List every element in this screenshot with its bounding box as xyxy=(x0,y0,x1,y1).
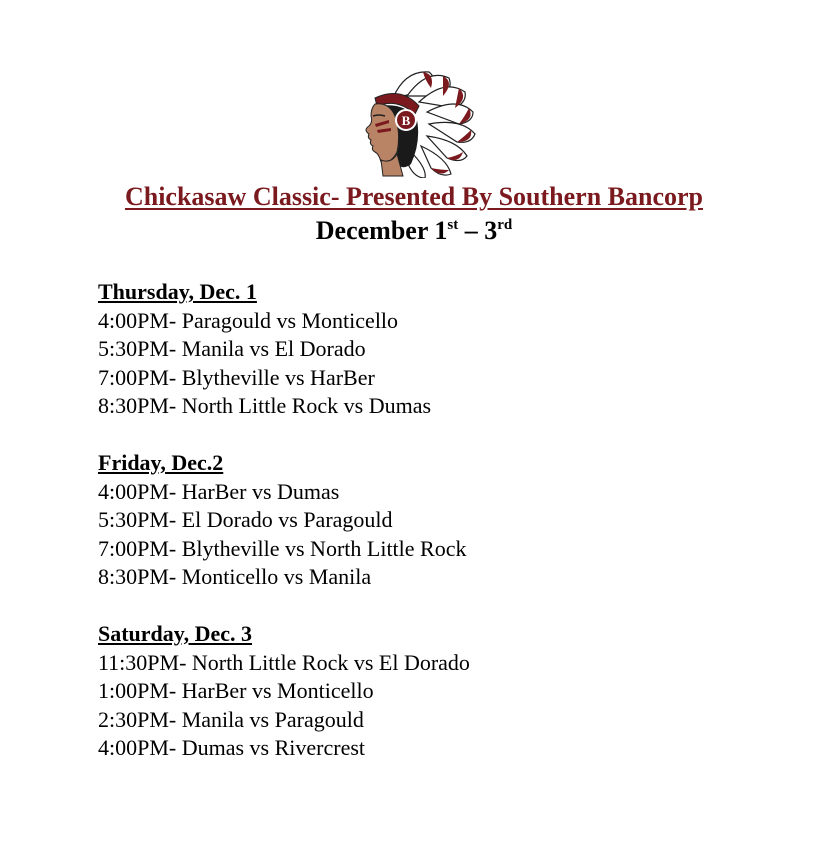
event-title: Chickasaw Classic- Presented By Southern Bancorp xyxy=(124,182,704,211)
game-item: 7:00PM- Blytheville vs North Little Rock xyxy=(98,535,467,561)
day-heading: Saturday, Dec. 3 xyxy=(98,621,252,646)
day-heading: Thursday, Dec. 1 xyxy=(98,279,257,304)
game-item: 8:30PM- Monticello vs Manila xyxy=(98,564,372,589)
game-item: 5:30PM- El Dorado vs Paragould xyxy=(98,507,393,532)
schedule xyxy=(98,278,798,791)
day-friday xyxy=(98,449,798,592)
game-item: 5:30PM- Manila vs El Dorado xyxy=(98,336,366,361)
emblem-letter: B xyxy=(401,113,411,128)
day-heading: Friday, Dec.2 xyxy=(98,450,224,475)
event-dates xyxy=(0,216,828,246)
game-item: 11:30PM- North Little Rock vs El Dorado xyxy=(98,649,470,675)
day-saturday xyxy=(98,620,798,763)
game-item: 8:30PM- North Little Rock vs Dumas xyxy=(98,393,432,418)
date-start-suffix: st xyxy=(447,217,459,233)
game-item: 4:00PM- Paragould vs Monticello xyxy=(98,307,399,333)
game-item: 4:00PM- Dumas vs Rivercrest xyxy=(98,735,366,760)
game-item: 2:30PM- Manila vs Paragould xyxy=(98,706,364,732)
game-item: 4:00PM- HarBer vs Dumas xyxy=(98,478,340,504)
day-thursday xyxy=(98,278,798,421)
date-end-suffix: rd xyxy=(497,217,513,233)
game-item: 7:00PM- Blytheville vs HarBer xyxy=(98,364,375,390)
chief-headdress-logo-icon xyxy=(345,68,479,178)
date-start: December 1 xyxy=(315,216,448,245)
game-item: 1:00PM- HarBer vs Monticello xyxy=(98,678,374,703)
date-end: – 3 xyxy=(458,216,498,245)
